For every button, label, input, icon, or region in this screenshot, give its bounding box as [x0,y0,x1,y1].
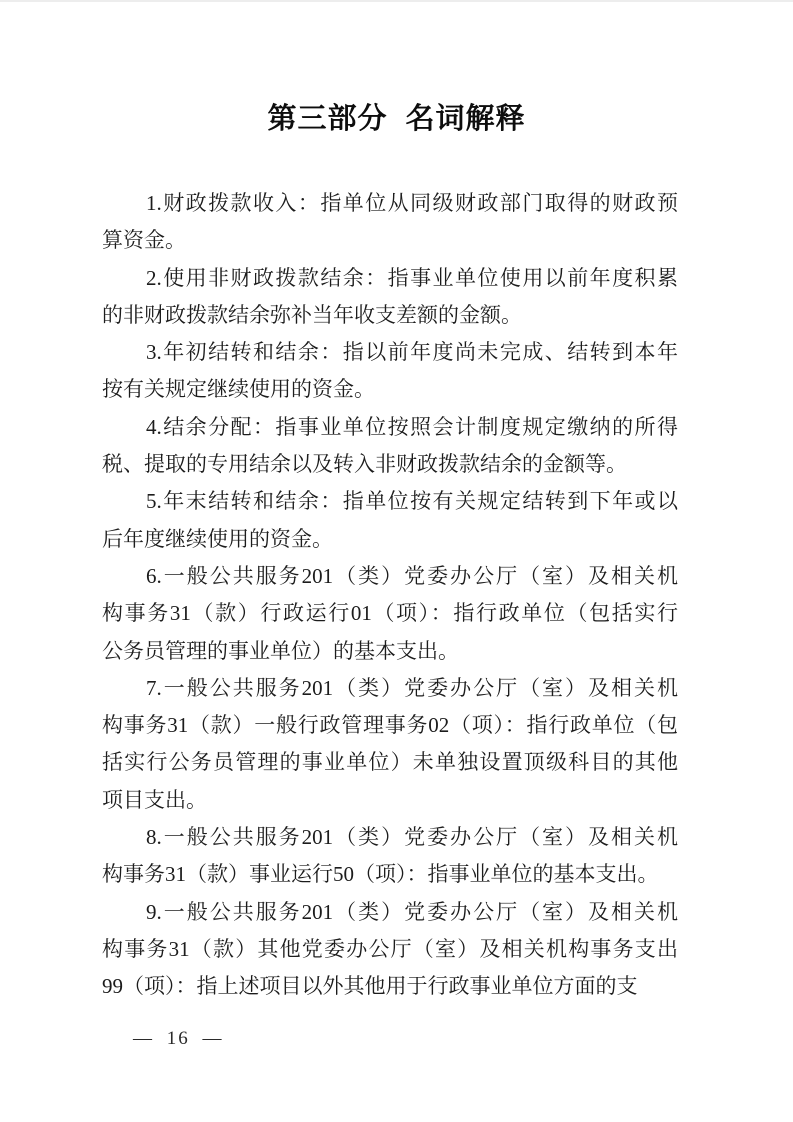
text-line: 99（项）：指上述项目以外其他用于行政事业单位方面的支 [102,974,638,999]
text-line: 构事务31（款）行政运行01（项）：指行政单位（包括实行 [102,601,678,626]
text-line: 8.一般公共服务201（类）党委办公厅（室）及相关机 [146,825,678,850]
text-line: 后年度继续使用的资金。 [102,526,333,551]
text-line: 公务员管理的事业单位）的基本支出。 [102,638,459,663]
paragraph [102,894,678,1006]
paragraph [102,670,678,819]
text-line: 4.结余分配：指事业单位按照会计制度规定缴纳的所得 [146,414,678,439]
text-line: 7.一般公共服务201（类）党委办公厅（室）及相关机 [146,675,678,700]
text-line: 1.财政拨款收入：指单位从同级财政部门取得的财政预 [146,191,678,215]
text-line: 的非财政拨款结余弥补当年收支差额的金额。 [102,302,522,327]
text-line: 税、提取的专用结余以及转入非财政拨款结余的金额等。 [102,452,627,477]
document-body [102,185,678,1006]
text-line: 构事务31（款）其他党委办公厅（室）及相关机构事务支出 [102,936,678,961]
text-line: 3.年初结转和结余：指以前年度尚未完成、结转到本年 [146,340,678,365]
text-line: 算资金。 [102,228,186,253]
text-line: 9.一般公共服务201（类）党委办公厅（室）及相关机 [146,899,678,924]
text-line: 括实行公务员管理的事业单位）未单独设置顶级科目的其他 [102,750,678,775]
paragraph [102,185,678,260]
paragraph [102,334,678,409]
paragraph [102,819,678,894]
text-line: 2.使用非财政拨款结余：指事业单位使用以前年度积累 [146,265,678,290]
text-line: 构事务31（款）一般行政管理事务02（项）：指行政单位（包 [102,713,678,738]
paragraph [102,483,678,558]
paragraph [102,409,678,484]
text-line: 项目支出。 [102,787,207,812]
page-title: 第三部分 名词解释 [267,103,526,135]
text-line: 按有关规定继续使用的资金。 [102,377,375,402]
text-line: 构事务31（款）事业运行50（项）：指事业单位的基本支出。 [102,862,659,887]
text-line: 6.一般公共服务201（类）党委办公厅（室）及相关机 [146,563,678,588]
page-number: — 16 — [133,1028,224,1049]
text-line: 5.年末结转和结余：指单位按有关规定结转到下年或以 [146,489,678,514]
paragraph [102,260,678,335]
paragraph [102,558,678,670]
